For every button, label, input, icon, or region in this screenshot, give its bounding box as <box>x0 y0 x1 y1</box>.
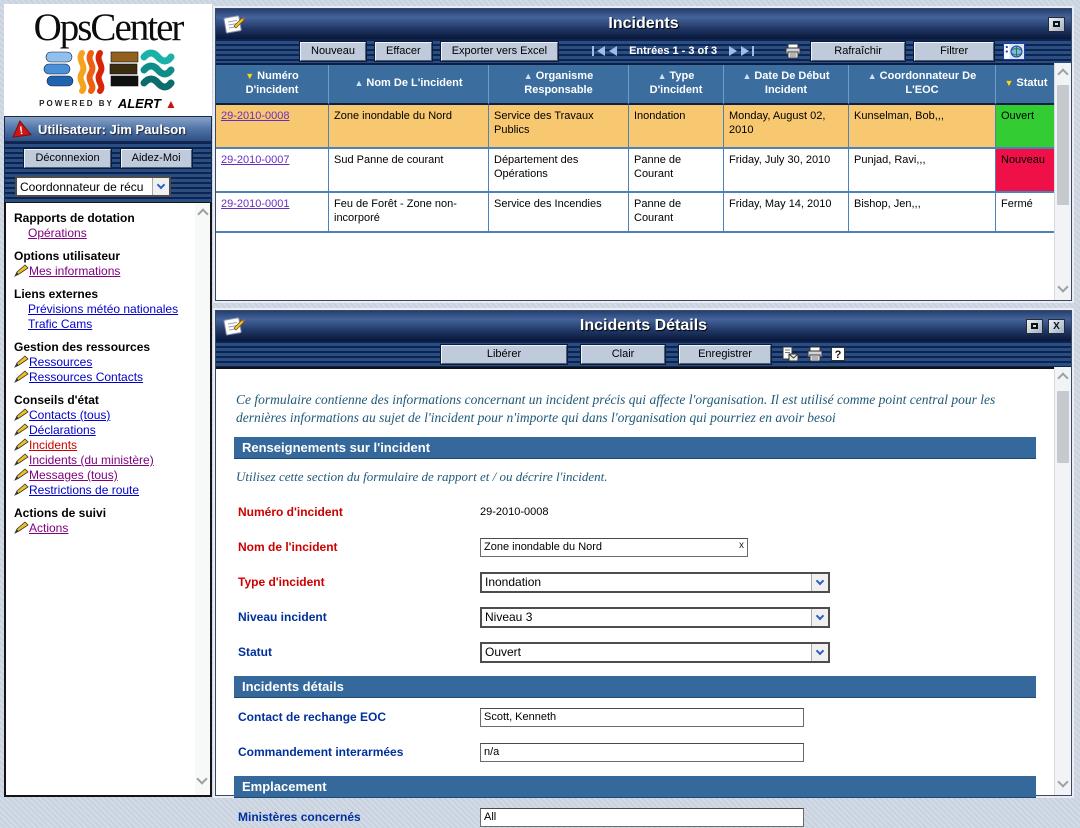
sort-asc-icon[interactable]: ▲ <box>354 78 364 89</box>
printer-icon[interactable] <box>784 43 802 59</box>
dropdown-arrow-icon[interactable] <box>811 574 828 591</box>
pencil-icon <box>14 265 29 277</box>
entries-label: Entrées 1 - 3 of 3 <box>629 45 718 57</box>
incidents-titlebar <box>216 9 1071 39</box>
scroll-up-icon[interactable] <box>1057 372 1068 383</box>
incident-details-panel <box>215 310 1072 825</box>
sidebar-link-ressources[interactable]: Ressources <box>29 355 93 369</box>
field-label: Type d'incident <box>238 575 325 590</box>
column-header-statut[interactable]: ▼ Statut <box>996 65 1056 105</box>
ministries-input[interactable] <box>480 808 804 827</box>
field-label: Ministères concernés <box>238 810 361 825</box>
column-header-nom[interactable]: ▲ Nom De L'incident <box>329 65 489 105</box>
incident-date-cell: Monday, August 02, 2010 <box>724 105 849 149</box>
status-badge: Ouvert <box>996 105 1056 149</box>
export-icon[interactable] <box>781 346 799 362</box>
sidebar-link-mes-informations[interactable]: Mes informations <box>29 264 121 278</box>
column-header-coordonnateur[interactable]: ▲ Coordonnateur De L'EOC <box>849 65 996 105</box>
scrollbar-thumb[interactable] <box>1057 85 1069 205</box>
section-header-renseignements: Renseignements sur l'incident <box>234 437 1036 459</box>
incident-type-cell: Panne de Courant <box>629 149 724 193</box>
nav-section-conseils: Conseils d'état <box>14 393 99 407</box>
role-select-value: Coordonnateur de récu <box>20 179 144 194</box>
field-row-statut <box>238 641 1038 663</box>
field-row-niveau <box>238 606 1038 628</box>
table-row <box>216 149 1054 193</box>
release-button[interactable]: Libérer <box>441 345 567 364</box>
logo-title: OpsCenter <box>33 6 183 49</box>
field-row-type <box>238 571 1038 593</box>
alert-triangle-icon <box>10 119 32 140</box>
sidebar-nav <box>4 202 212 797</box>
nav-section-liens: Liens externes <box>14 287 99 301</box>
sidebar-item-declarations[interactable] <box>14 423 190 437</box>
refresh-button[interactable]: Rafraîchir <box>811 42 905 61</box>
sort-desc-icon[interactable]: ▼ <box>245 71 255 82</box>
clear-x-icon[interactable]: x <box>739 539 744 551</box>
column-header-date[interactable]: ▲ Date De Début Incident <box>724 65 849 105</box>
field-label: Niveau incident <box>238 610 327 625</box>
scroll-down-icon[interactable] <box>1057 776 1068 787</box>
sidebar-link-operations[interactable]: Opérations <box>28 226 87 240</box>
pencil-icon <box>14 424 29 436</box>
sidebar-item-mes-informations[interactable] <box>14 264 190 278</box>
close-icon[interactable]: X <box>1048 319 1065 334</box>
scroll-up-icon[interactable] <box>1057 68 1068 79</box>
user-bar <box>4 116 212 142</box>
last-page-icon[interactable] <box>741 46 754 56</box>
column-header-organisme[interactable]: ▲ Organisme Responsable <box>489 65 629 105</box>
scroll-up-icon[interactable] <box>197 208 208 219</box>
incidents-scrollbar[interactable] <box>1054 63 1071 300</box>
incident-coord-cell: Punjad, Ravi,,, <box>849 149 996 193</box>
sidebar-item-contacts-tous[interactable] <box>14 408 190 422</box>
logout-button[interactable]: Déconnexion <box>24 149 110 168</box>
sort-desc-icon[interactable]: ▼ <box>1004 78 1014 89</box>
details-toolbar <box>216 341 1071 367</box>
details-panel-title: Incidents Détails <box>579 317 708 334</box>
pencil-icon <box>14 484 29 496</box>
incident-status-select[interactable]: Ouvert <box>480 642 830 663</box>
delete-button[interactable]: Effacer <box>375 42 432 61</box>
section-header-incidents-details: Incidents détails <box>234 676 1036 698</box>
sidebar-item-incidents-ministere[interactable] <box>14 453 190 467</box>
incident-date-cell: Friday, July 30, 2010 <box>724 149 849 193</box>
sidebar-link-incidents-ministere[interactable]: Incidents (du ministère) <box>29 453 154 467</box>
svg-text:?: ? <box>834 348 842 361</box>
incidents-table <box>216 63 1054 300</box>
incident-link[interactable]: 29-2010-0001 <box>221 198 290 210</box>
field-row-ministeres <box>238 806 1038 828</box>
sort-asc-icon[interactable]: ▲ <box>657 71 667 82</box>
details-scrollbar[interactable] <box>1054 367 1071 795</box>
sort-asc-icon[interactable]: ▲ <box>867 71 877 82</box>
svg-text:!: ! <box>18 124 24 138</box>
status-badge: Fermé <box>996 193 1056 233</box>
save-button[interactable]: Enregistrer <box>679 345 771 364</box>
field-label: Statut <box>238 645 272 660</box>
sidebar-link-incidents[interactable]: Incidents <box>29 438 78 452</box>
sidebar-item-incidents[interactable] <box>14 438 190 452</box>
sidebar <box>4 4 212 797</box>
sidebar-scrollbar[interactable] <box>195 203 210 795</box>
incident-name-cell: Zone inondable du Nord <box>329 105 489 149</box>
alert-brand: ALERT <box>117 96 161 111</box>
sidebar-item-messages-tous[interactable] <box>14 468 190 482</box>
incident-coord-cell: Bishop, Jen,,, <box>849 193 996 233</box>
sort-asc-icon[interactable]: ▲ <box>742 71 752 82</box>
field-label: Contact de rechange EOC <box>238 710 387 725</box>
sidebar-item-actions[interactable] <box>14 521 190 535</box>
sidebar-toolbar <box>4 142 212 202</box>
nav-section-rapports: Rapports de dotation <box>14 211 135 225</box>
dropdown-arrow-icon[interactable] <box>152 178 169 195</box>
field-row-numero <box>238 501 1038 523</box>
eoc-contact-input[interactable] <box>480 708 804 727</box>
logo <box>4 4 212 116</box>
incident-name-input[interactable] <box>480 538 748 557</box>
incident-date-cell: Friday, May 14, 2010 <box>724 193 849 233</box>
joint-command-input[interactable] <box>480 743 804 762</box>
section-header-emplacement: Emplacement <box>234 776 1036 798</box>
column-header-type[interactable]: ▲ Type D'incident <box>629 65 724 105</box>
status-badge: Nouveau <box>996 149 1056 193</box>
incidents-panel-title: Incidents <box>608 15 679 32</box>
role-select[interactable] <box>15 176 171 197</box>
incident-type-cell: Panne de Courant <box>629 193 724 233</box>
table-header-row <box>216 65 1054 105</box>
sort-asc-icon[interactable]: ▲ <box>523 71 533 82</box>
incident-coord-cell: Kunselman, Bob,,, <box>849 105 996 149</box>
help-icon[interactable] <box>831 347 846 362</box>
powered-by: POWERED BY ALERT ▲ <box>39 96 177 111</box>
pencil-icon <box>14 409 29 421</box>
printer-icon[interactable] <box>806 346 824 362</box>
incident-level-select[interactable]: Niveau 3 <box>480 607 830 628</box>
incident-org-cell: Service des Travaux Publics <box>489 105 629 149</box>
filter-button[interactable]: Filtrer <box>914 42 994 61</box>
incident-name-cell: Sud Panne de courant <box>329 149 489 193</box>
incident-org-cell: Département des Opérations <box>489 149 629 193</box>
nav-section-gestion: Gestion des ressources <box>14 340 151 354</box>
sidebar-link-ressources-contacts[interactable]: Ressources Contacts <box>29 370 144 384</box>
incident-name-cell: Feu de Forêt - Zone non-incorporé <box>329 193 489 233</box>
pencil-icon <box>14 439 29 451</box>
clear-button[interactable]: Clair <box>581 345 665 364</box>
scroll-down-icon[interactable] <box>1057 281 1068 292</box>
incident-link[interactable]: 29-2010-0007 <box>221 154 290 166</box>
incident-org-cell: Service des Incendies <box>489 193 629 233</box>
field-row-commandement <box>238 741 1038 763</box>
sidebar-link-contacts-tous[interactable]: Contacts (tous) <box>29 408 111 422</box>
incident-type-cell: Inondation <box>629 105 724 149</box>
export-excel-button[interactable]: Exporter vers Excel <box>441 42 558 61</box>
user-label: Utilisateur: Jim Paulson <box>38 121 187 137</box>
column-header-numero[interactable]: ▼ Numéro D'incident <box>216 65 329 105</box>
sidebar-item-ressources-contacts[interactable] <box>14 370 190 384</box>
prev-page-icon[interactable] <box>609 46 617 56</box>
pencil-icon <box>14 469 29 481</box>
pencil-icon <box>14 356 29 368</box>
dropdown-arrow-icon[interactable] <box>811 609 828 626</box>
nav-section-actions: Actions de suivi <box>14 506 107 520</box>
globe-icon[interactable] <box>1003 43 1025 60</box>
section-hint-text: Utilisez cette section du formulaire de rapport et / ou décrire l'incident. <box>236 469 608 485</box>
sidebar-link-restrictions-route[interactable]: Restrictions de route <box>29 483 140 497</box>
scrollbar-thumb[interactable] <box>1057 391 1069 463</box>
sidebar-item-operations[interactable] <box>14 226 190 240</box>
field-row-nom <box>238 536 1038 558</box>
new-button[interactable]: Nouveau <box>300 42 366 61</box>
nav-section-options: Options utilisateur <box>14 249 121 263</box>
incidents-toolbar <box>216 39 1071 63</box>
maximize-icon[interactable] <box>1026 319 1043 334</box>
dropdown-arrow-icon[interactable] <box>811 644 828 661</box>
details-form <box>216 367 1054 825</box>
details-titlebar <box>216 311 1071 341</box>
table-row <box>216 193 1054 233</box>
pencil-icon <box>14 454 29 466</box>
sidebar-link-declarations[interactable]: Déclarations <box>29 423 96 437</box>
sidebar-link-actions[interactable]: Actions <box>29 521 69 535</box>
incidents-panel <box>215 8 1072 301</box>
help-button[interactable]: Aidez-Moi <box>121 149 192 168</box>
sidebar-link-trafic-cams[interactable]: Trafic Cams <box>28 317 93 331</box>
form-intro-text: Ce formulaire contienne des informations concernant un incident précis qui affecte l'organisation. Il est utilisé comme point central pour les dernières informations au sujet de l'incident pour n'importe qui dans l'organisation qui pourriez en avoir besoi <box>236 392 996 426</box>
powered-by-label: POWERED BY <box>39 99 114 108</box>
sidebar-item-trafic-cams[interactable] <box>14 317 190 331</box>
scroll-down-icon[interactable] <box>196 773 207 784</box>
sidebar-link-messages-tous[interactable]: Messages (tous) <box>29 468 118 482</box>
sidebar-item-ressources[interactable] <box>14 355 190 369</box>
logo-glyphs-icon <box>44 50 172 94</box>
incident-number-value: 29-2010-0008 <box>480 506 549 519</box>
sidebar-item-previsions-meteo[interactable] <box>14 302 190 316</box>
field-label: Numéro d'incident <box>238 505 343 520</box>
field-row-contact <box>238 706 1038 728</box>
field-label: Nom de l'incident <box>238 540 338 555</box>
field-label: Commandement interarmées <box>238 745 404 760</box>
table-row <box>216 105 1054 149</box>
next-page-icon[interactable] <box>729 46 737 56</box>
maximize-icon[interactable] <box>1048 17 1065 32</box>
pencil-icon <box>14 522 29 534</box>
pencil-icon <box>14 371 29 383</box>
incident-link[interactable]: 29-2010-0008 <box>221 110 290 122</box>
sidebar-link-previsions-meteo[interactable]: Prévisions météo nationales <box>28 302 179 316</box>
incident-type-select[interactable]: Inondation <box>480 572 830 593</box>
sidebar-item-restrictions-route[interactable] <box>14 483 190 497</box>
first-page-icon[interactable] <box>592 46 605 56</box>
